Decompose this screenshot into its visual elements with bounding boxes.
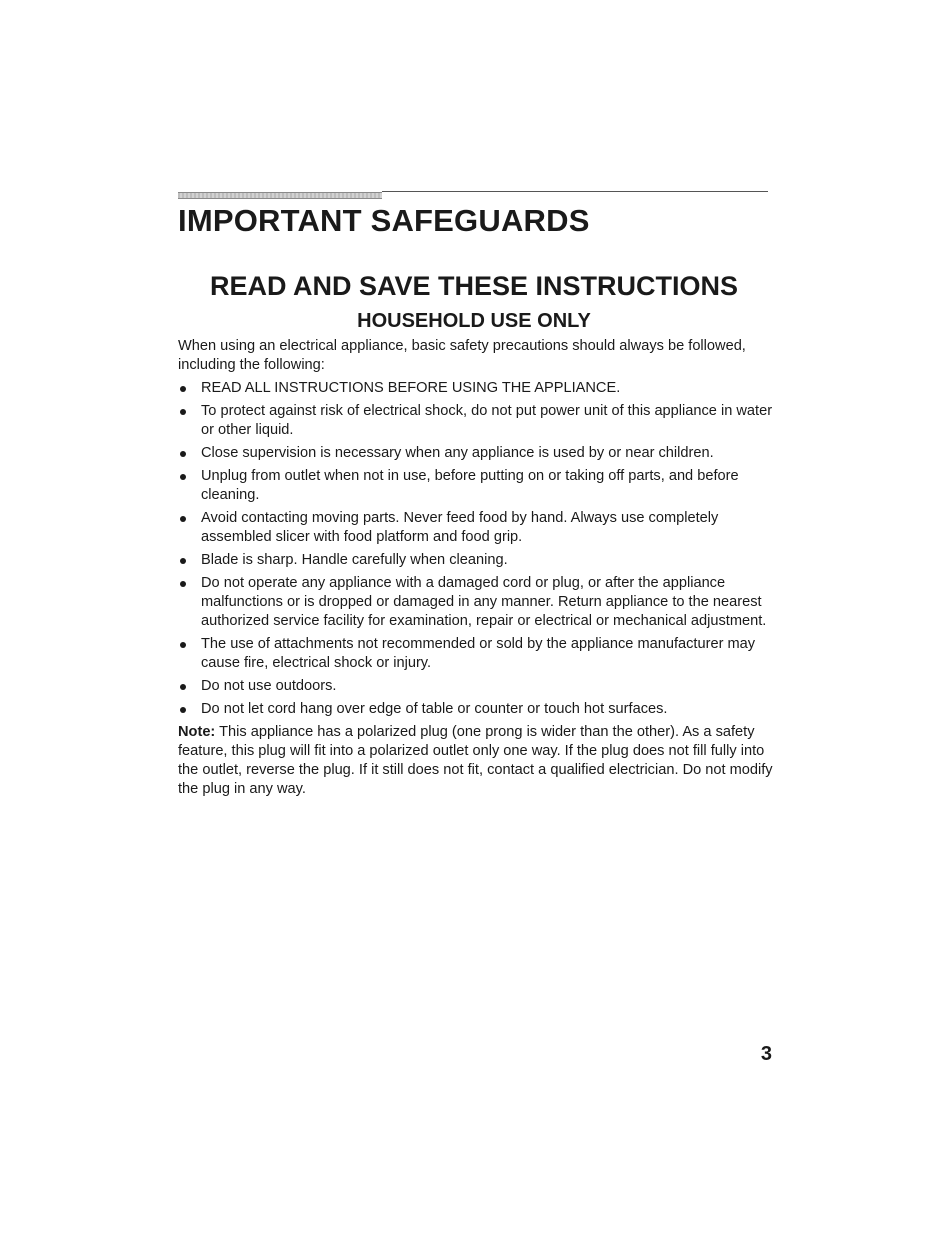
bullet-icon (180, 451, 186, 457)
header-rule-line (382, 191, 768, 192)
list-item-text: Do not operate any appliance with a damaged cord or plug, or after the appliance malfunctions or is dropped or damaged in any manner. Return appliance to the nearest authorized service facility for examination, repair or electrical or mechanical adjustment. (201, 574, 767, 630)
list-item (178, 402, 773, 440)
bullet-icon (180, 684, 186, 690)
bullet-icon (180, 642, 186, 648)
list-item (178, 379, 773, 398)
list-item (178, 509, 773, 547)
list-item-text: Close supervision is necessary when any appliance is used by or near children. (201, 445, 714, 462)
safeguards-body (178, 337, 773, 799)
note-paragraph (178, 723, 773, 800)
list-item-text: Do not let cord hang over edge of table or counter or touch hot surfaces. (201, 700, 668, 717)
list-item (178, 635, 773, 673)
intro-paragraph: When using an electrical appliance, basic safety precautions should always be followed, including the following: (178, 338, 746, 374)
bullet-icon (180, 558, 186, 564)
note-label: Note: (178, 723, 216, 740)
header-rule (178, 189, 768, 199)
note-text: This appliance has a polarized plug (one prong is wider than the other). As a safety feature, this plug will fit into a polarized outlet only one way. If the plug does not fill fully into the outlet, reverse the plug. If it still does not fit, contact a qualified electrician. Do not modify the plug in any way. (178, 723, 773, 798)
list-item-text: Blade is sharp. Handle carefully when cleaning. (201, 552, 508, 568)
bullet-icon (180, 707, 186, 713)
list-item-text: To protect against risk of electrical shock, do not put power unit of this appliance in water or other liquid. (201, 403, 773, 439)
list-item (178, 444, 773, 463)
page-title: IMPORTANT SAFEGUARDS (178, 203, 590, 238)
bullet-icon (180, 474, 186, 480)
list-item (178, 467, 773, 505)
list-item-text: READ ALL INSTRUCTIONS BEFORE USING THE APPLIANCE. (201, 380, 621, 397)
bullet-icon (180, 581, 186, 587)
list-item (178, 574, 773, 632)
list-item-text: The use of attachments not recommended or sold by the appliance manufacturer may cause fire, electrical shock or injury. (201, 636, 756, 672)
section-subheading: HOUSEHOLD USE ONLY (357, 310, 591, 332)
list-item (178, 700, 773, 719)
safeguards-list (178, 379, 773, 719)
list-item (178, 677, 773, 696)
bullet-icon (180, 409, 186, 415)
page-number: 3 (760, 1043, 772, 1065)
header-rule-bar (178, 192, 382, 199)
bullet-icon (180, 386, 186, 392)
list-item-text: Do not use outdoors. (201, 678, 337, 694)
list-item-text: Avoid contacting moving parts. Never feed food by hand. Always use completely assembled slicer with food platform and food grip. (201, 510, 719, 546)
list-item-text: Unplug from outlet when not in use, before putting on or taking off parts, and before cleaning. (201, 468, 739, 504)
list-item (178, 551, 773, 570)
section-title: READ AND SAVE THESE INSTRUCTIONS (209, 271, 739, 301)
bullet-icon (180, 516, 186, 522)
